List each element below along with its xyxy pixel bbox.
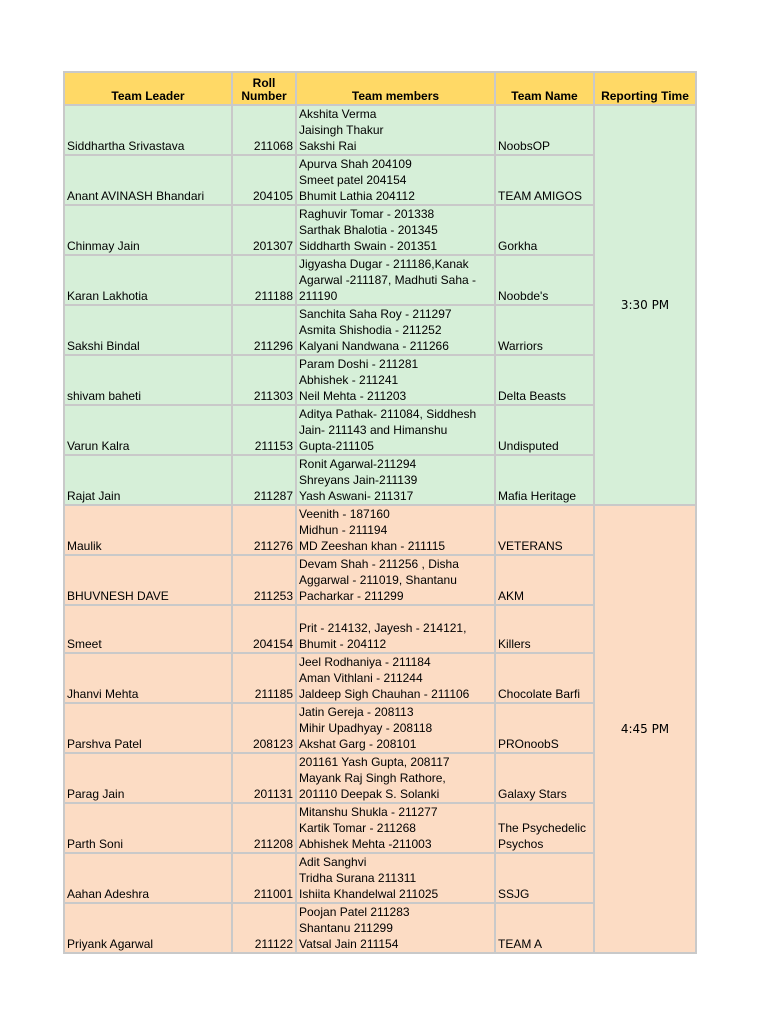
roll-number-cell: 211276 [232, 505, 296, 555]
roll-number-cell: 201307 [232, 205, 296, 255]
header-team-leader: Team Leader [64, 72, 232, 105]
team-members-cell [296, 853, 495, 903]
member-line: Jaldeep Sigh Chauhan - 211106 [299, 687, 470, 701]
member-line: Sarthak Bhalotia - 201345 [299, 223, 438, 237]
member-line: Sanchita Saha Roy - 211297 [299, 307, 452, 321]
team-members-cell [296, 155, 495, 205]
member-line: Jaisingh Thakur [299, 123, 384, 137]
header-team-name: Team Name [495, 72, 594, 105]
team-leader-cell: Siddhartha Srivastava [64, 105, 232, 155]
member-line: Kalyani Nandwana - 211266 [299, 339, 449, 353]
member-line: Aditya Pathak- 211084, Siddhesh [299, 407, 477, 421]
member-line: Prit - 214132, Jayesh - 214121, [299, 621, 467, 635]
roll-number-cell: 204105 [232, 155, 296, 205]
team-members-cell [296, 903, 495, 953]
team-leader-cell: Priyank Agarwal [64, 903, 232, 953]
member-line: Abhishek - 211241 [299, 373, 399, 387]
member-line: Mayank Raj Singh Rathore, [299, 771, 446, 785]
member-line: MD Zeeshan khan - 211115 [299, 539, 446, 553]
team-name-cell: TEAM A [495, 903, 594, 953]
member-line: Mitanshu Shukla - 211277 [299, 805, 438, 819]
header-roll-number: Roll Number [232, 72, 296, 105]
member-line: Adit Sanghvi [299, 855, 367, 869]
team-name-cell: VETERANS [495, 505, 594, 555]
team-name-cell: Gorkha [495, 205, 594, 255]
team-name-cell: Warriors [495, 305, 594, 355]
member-line: Tridha Surana 211311 [299, 871, 417, 885]
team-leader-cell: Karan Lakhotia [64, 255, 232, 305]
reporting-time-cell: 4:45 PM [594, 505, 696, 953]
roll-number-cell: 211122 [232, 903, 296, 953]
header-team-members: Team members [296, 72, 495, 105]
member-line: Devam Shah - 211256 , Disha [299, 557, 459, 571]
team-members-cell [296, 355, 495, 405]
table-row [64, 105, 696, 155]
team-leader-cell: Anant AVINASH Bhandari [64, 155, 232, 205]
team-name-cell: Galaxy Stars [495, 753, 594, 803]
team-members-cell [296, 753, 495, 803]
member-line: Gupta-211105 [299, 439, 374, 453]
member-line: Jeel Rodhaniya - 211184 [299, 655, 431, 669]
member-line: Akshita Verma [299, 107, 377, 121]
team-leader-cell: Sakshi Bindal [64, 305, 232, 355]
roll-number-cell: 211001 [232, 853, 296, 903]
table-row [64, 505, 696, 555]
member-line: Poojan Patel 211283 [299, 905, 410, 919]
member-line: Veenith - 187160 [299, 507, 390, 521]
team-leader-cell: Parshva Patel [64, 703, 232, 753]
member-line: 201110 Deepak S. Solanki [299, 787, 440, 801]
team-members-cell [296, 505, 495, 555]
member-line: Apurva Shah 204109 [299, 157, 412, 171]
roll-number-cell: 211303 [232, 355, 296, 405]
roll-number-cell: 211185 [232, 653, 296, 703]
team-leader-cell: Rajat Jain [64, 455, 232, 505]
team-leader-cell: Aahan Adeshra [64, 853, 232, 903]
team-name-cell: PROnoobS [495, 703, 594, 753]
member-line: Mihir Upadhyay - 208118 [299, 721, 433, 735]
reporting-time-cell: 3:30 PM [594, 105, 696, 505]
team-name-cell: TEAM AMIGOS [495, 155, 594, 205]
team-leader-cell: BHUVNESH DAVE [64, 555, 232, 605]
member-line: Midhun - 211194 [299, 523, 388, 537]
team-name-cell: The Psychedelic Psychos [495, 803, 594, 853]
member-line: 211190 [299, 289, 338, 303]
roll-number-cell: 211068 [232, 105, 296, 155]
team-members-cell [296, 803, 495, 853]
member-line: Raghuvir Tomar - 201338 [299, 207, 435, 221]
team-name-cell: Noobde's [495, 255, 594, 305]
team-leader-cell: Maulik [64, 505, 232, 555]
member-line: Jatin Gereja - 208113 [299, 705, 414, 719]
member-line: Akshat Garg - 208101 [299, 737, 417, 751]
roll-number-cell: 204154 [232, 605, 296, 653]
team-leader-cell: Varun Kalra [64, 405, 232, 455]
team-members-cell [296, 405, 495, 455]
team-leader-cell: Jhanvi Mehta [64, 653, 232, 703]
roll-number-cell: 211253 [232, 555, 296, 605]
member-line: Neil Mehta - 211203 [299, 389, 407, 403]
table-body [64, 105, 696, 953]
team-name-cell: Killers [495, 605, 594, 653]
team-members-cell [296, 605, 495, 653]
roll-number-cell: 211287 [232, 455, 296, 505]
team-name-cell: Chocolate Barfi [495, 653, 594, 703]
member-line: Abhishek Mehta -211003 [299, 837, 432, 851]
member-line: Smeet patel 204154 [299, 173, 407, 187]
member-line: Jain- 211143 and Himanshu [299, 423, 448, 437]
team-members-cell [296, 305, 495, 355]
team-members-cell [296, 555, 495, 605]
team-members-cell [296, 205, 495, 255]
member-line: Vatsal Jain 211154 [299, 937, 399, 951]
team-name-cell: SSJG [495, 853, 594, 903]
team-leader-cell: Smeet [64, 605, 232, 653]
team-leader-cell: shivam baheti [64, 355, 232, 405]
member-line: Aggarwal - 211019, Shantanu [299, 573, 457, 587]
header-row [64, 72, 696, 105]
member-line: Asmita Shishodia - 211252 [299, 323, 442, 337]
member-line: Ronit Agarwal-211294 [299, 457, 417, 471]
roll-number-cell: 211296 [232, 305, 296, 355]
member-line: Bhumit Lathia 204112 [299, 189, 415, 203]
team-members-cell [296, 255, 495, 305]
team-name-cell: NoobsOP [495, 105, 594, 155]
team-name-cell: Mafia Heritage [495, 455, 594, 505]
team-leader-cell: Parth Soni [64, 803, 232, 853]
member-line: Jigyasha Dugar - 211186,Kanak [299, 257, 469, 271]
header-reporting-time: Reporting Time [594, 72, 696, 105]
team-name-cell: Undisputed [495, 405, 594, 455]
roll-number-cell: 208123 [232, 703, 296, 753]
member-line: 201161 Yash Gupta, 208117 [299, 755, 450, 769]
roll-number-cell: 201131 [232, 753, 296, 803]
team-members-cell [296, 455, 495, 505]
member-line: Param Doshi - 211281 [299, 357, 419, 371]
team-name-cell: AKM [495, 555, 594, 605]
member-line: Siddharth Swain - 201351 [299, 239, 438, 253]
member-line: Kartik Tomar - 211268 [299, 821, 416, 835]
team-members-cell [296, 653, 495, 703]
team-name-cell: Delta Beasts [495, 355, 594, 405]
member-line: Bhumit - 204112 [299, 637, 387, 651]
member-line: Agarwal -211187, Madhuti Saha - [299, 273, 476, 287]
member-line: Sakshi Rai [299, 139, 357, 153]
team-leader-cell: Chinmay Jain [64, 205, 232, 255]
member-line: Ishiita Khandelwal 211025 [299, 887, 439, 901]
registration-table [63, 71, 697, 954]
member-line: Shreyans Jain-211139 [299, 473, 418, 487]
roll-number-cell: 211208 [232, 803, 296, 853]
roll-number-cell: 211153 [232, 405, 296, 455]
roll-number-cell: 211188 [232, 255, 296, 305]
member-line: Aman Vithlani - 211244 [299, 671, 423, 685]
team-leader-cell: Parag Jain [64, 753, 232, 803]
team-members-cell [296, 105, 495, 155]
member-line: Yash Aswani- 211317 [299, 489, 414, 503]
member-line: Shantanu 211299 [299, 921, 393, 935]
team-members-cell [296, 703, 495, 753]
member-line: Pacharkar - 211299 [299, 589, 404, 603]
